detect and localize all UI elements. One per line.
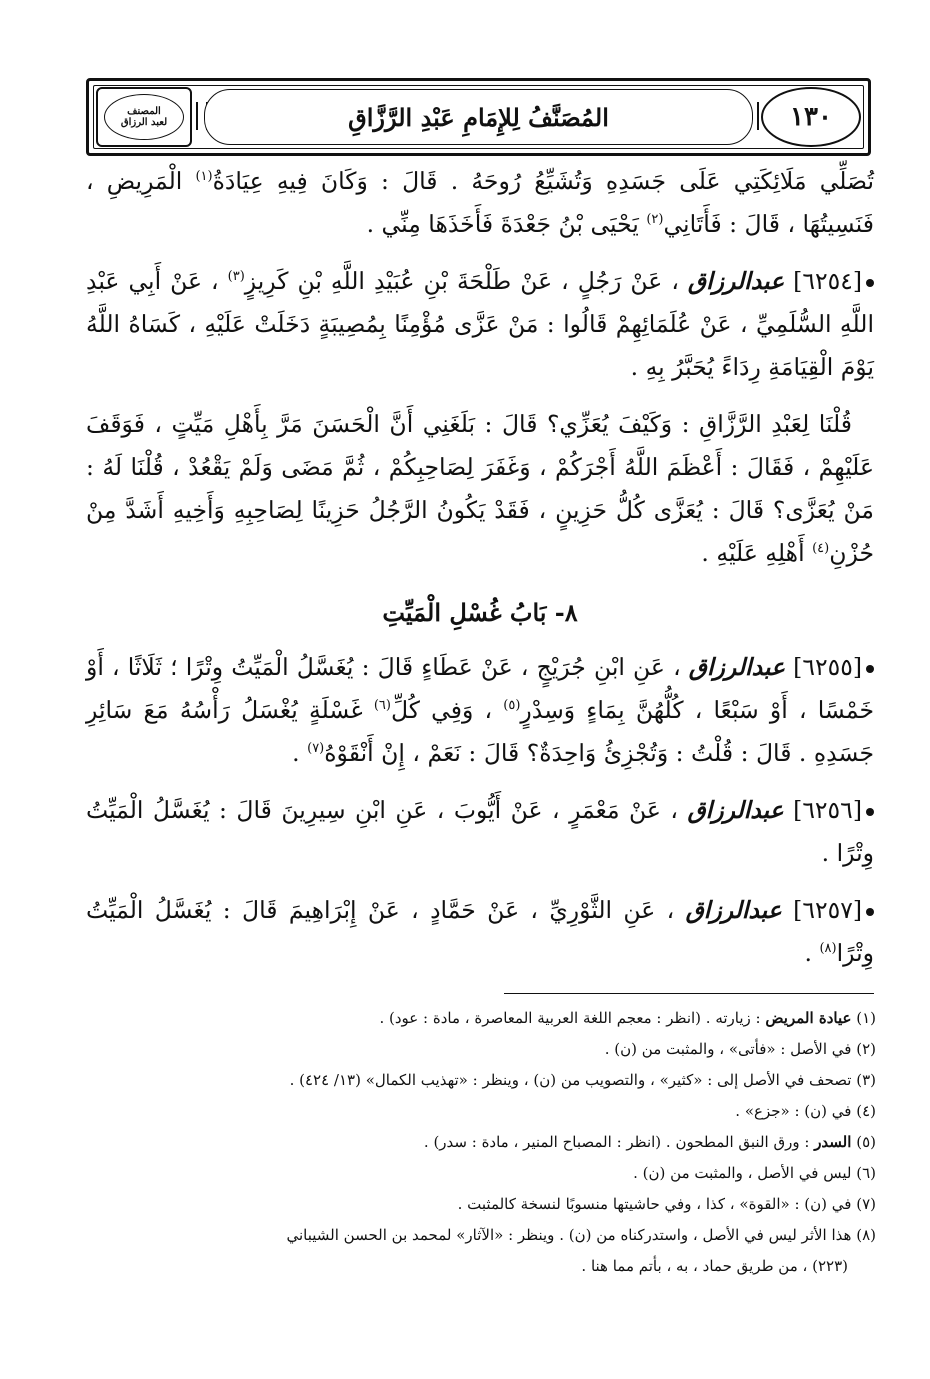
chapter-heading: ٨- بَابُ غُسْلِ الْمَيِّتِ bbox=[382, 598, 578, 627]
footnotes bbox=[82, 1003, 876, 1282]
footnote-8 bbox=[82, 1220, 876, 1251]
text-run: غَسْلَةٍ يُغْسَلُ رَأْسُهُ مَعَ سَائِرِ جَسَدِهِ . قَالَ : قُلْتُ : وَتُجْزِئُ وَاحِدَةٌ؟ قَالَ : نَعَمْ ، إِنْ أَنْقَوْهُ bbox=[86, 696, 874, 767]
footnote-text: في (ن) : «جزع» . bbox=[735, 1102, 857, 1120]
text-run: ، عَنِ الثَّوْرِيِّ ، عَنْ حَمَّادٍ ، عَنْ إِبْرَاهِيمَ قَالَ : يُغَسَّلُ الْمَيِّتُ وِتْرًا bbox=[86, 896, 874, 967]
text-run: ، عَنِ ابْنِ جُرَيْجٍ ، عَنْ عَطَاءٍ قَالَ : يُغَسَّلُ الْمَيِّتُ وِتْرًا ؛ ثَلَاثًا ، أَوْ خَمْسًا ، أَوْ سَبْعًا ، كُلُّهُنَّ بِمَاءٍ وَسِدْرٍ bbox=[86, 653, 874, 724]
footnote-text: تصحف في الأصل إلى : «كثير» ، والتصويب من (ن) ، وينظر : «تهذيب الكمال» (١٣/ ٤٢٤) . bbox=[289, 1071, 857, 1089]
footnote-number: (٢) bbox=[856, 1040, 876, 1058]
bullet-icon bbox=[866, 808, 874, 816]
bullet-icon bbox=[866, 665, 874, 673]
footnote-5 bbox=[82, 1127, 876, 1158]
bullet-icon bbox=[866, 279, 874, 287]
running-title: المُصَنَّفُ لِلإِمَامِ عَبْدِ الرَّزَّاقِ bbox=[348, 102, 609, 132]
hadith-6256 bbox=[86, 789, 874, 875]
footnote-text: هذا الأثر ليس في الأصل ، واستدركناه من (ن) . وينظر : «الآثار» لمحمد بن الحسن الشيباني bbox=[286, 1226, 857, 1244]
continued-paragraph bbox=[86, 160, 874, 246]
logo-text-line: لعبد الرزاق bbox=[120, 117, 168, 128]
text-run: قُلْنَا لِعَبْدِ الرَّزَّاقِ : وَكَيْفَ يُعَزِّي؟ قَالَ : بَلَغَنِي أَنَّ الْحَسَنَ مَرَّ بِأَهْلِ مَيِّتٍ ، فَوَقَفَ عَلَيْهِمْ ، فَقَالَ : أَعْظَمَ اللَّهُ أَجْرَكُمْ ، وَغَفَرَ لِصَاحِبِكُمْ ، ثُمَّ مَضَى وَلَمْ يَقْعُدْ ، قُلْنَا لَهُ : مَنْ يُعَزَّى؟ قَالَ : يُعَزَّى كُلُّ حَزِينٍ ، فَقَدْ يَكُونُ الرَّجُلُ حَزِينًا لِصَاحِبِهِ وَأَخِيهِ أَشَدَّ مِنْ حُزْنِ bbox=[86, 410, 874, 567]
footnote-ref[interactable]: (٣) bbox=[227, 269, 245, 285]
narrator-source: عبدالرزاق bbox=[687, 796, 784, 824]
footnote-number: (٣) bbox=[856, 1071, 876, 1089]
footnote-8-continuation: (٢٢٣) ، من طريق حماد ، به ، بأتم مما هنا . bbox=[581, 1257, 848, 1275]
footnote-4 bbox=[82, 1096, 876, 1127]
narrator-source: عبدالرزاق bbox=[687, 267, 785, 295]
text-run: ، وَفِي كُلِّ bbox=[390, 696, 504, 724]
book-logo-oval bbox=[104, 94, 184, 140]
footnote-1 bbox=[82, 1003, 876, 1034]
text-run: . bbox=[292, 739, 308, 767]
narrator-source: عبدالرزاق bbox=[685, 896, 782, 924]
footnote-ref[interactable]: (٢) bbox=[646, 212, 664, 228]
book-logo bbox=[96, 87, 192, 147]
running-header bbox=[86, 78, 871, 156]
footnote-number: (٤) bbox=[856, 1102, 876, 1120]
footnote-3 bbox=[82, 1065, 876, 1096]
hadith-6254 bbox=[86, 260, 874, 389]
text-run: ، عَنْ مَعْمَرٍ ، عَنْ أَيُّوبَ ، عَنِ ابْنِ سِيرِينَ قَالَ : يُغَسَّلُ الْمَيِّتُ وِتْرًا . bbox=[86, 796, 874, 867]
footnote-separator bbox=[504, 993, 874, 994]
page-number-medallion bbox=[761, 87, 861, 147]
title-cartouche bbox=[204, 89, 753, 145]
footnote-7 bbox=[82, 1189, 876, 1220]
narrator-source: عبدالرزاق bbox=[688, 653, 786, 681]
footnote-text: ليس في الأصل ، والمثبت من (ن) . bbox=[633, 1164, 857, 1182]
footnote-number: (١) bbox=[856, 1009, 876, 1027]
footnote-text: : ورق النبق المطحون . (انظر : المصباح المنير ، مادة : سدر) . bbox=[423, 1133, 815, 1151]
footnote-text: : زيارته . (انظر : معجم اللغة العربية المعاصرة ، مادة : عود) . bbox=[379, 1009, 766, 1027]
footnote-6 bbox=[82, 1158, 876, 1189]
footnote-ref[interactable]: (٦) bbox=[373, 698, 391, 714]
bullet-icon bbox=[866, 908, 874, 916]
footnote-number: (٧) bbox=[856, 1195, 876, 1213]
text-run: ، عَنْ أَبِي عَبْدِ اللَّهِ السُّلَمِيِّ ، عَنْ عُلَمَائِهِمْ قَالُوا : مَنْ عَزَّى مُؤْمِنًا بِمُصِيبَةٍ دَخَلَتْ عَلَيْهِ ، كَسَاهُ اللَّهُ يَوْمَ الْقِيَامَةِ رِدَاءً يُحَبَّرُ بِهِ . bbox=[86, 267, 874, 381]
hadith-number: [٦٢٥٤] bbox=[793, 267, 862, 295]
footnote-text: في الأصل : «فأتى» ، والمثبت من (ن) . bbox=[604, 1040, 857, 1058]
footnote-number: (٨) bbox=[856, 1226, 876, 1244]
text-run: تُصَلِّي مَلَائِكَتِي عَلَى جَسَدِهِ وَتُشَيِّعُ رُوحَهُ . قَالَ : وَكَانَ فِيهِ عِيَادَةُ bbox=[212, 167, 874, 195]
footnote-ref[interactable]: (٥) bbox=[503, 698, 521, 714]
footnote-term: السدر bbox=[814, 1133, 852, 1151]
footnote-number: (٥) bbox=[856, 1133, 876, 1151]
text-run: ، عَنْ رَجُلٍ ، عَنْ طَلْحَةَ بْنِ عُبَيْدِ اللَّهِ بْنِ كَرِيزٍ bbox=[244, 267, 688, 295]
footnote-2 bbox=[82, 1034, 876, 1065]
footnote-ref[interactable]: (١) bbox=[195, 169, 213, 185]
hadith-number: [٦٢٥٧] bbox=[793, 896, 862, 924]
main-text bbox=[86, 160, 874, 975]
hadith-6255 bbox=[86, 646, 874, 775]
footnote-term: عيادة المريض bbox=[765, 1009, 852, 1027]
text-run: يَحْيَى بْنُ جَعْدَةَ فَأَخَذَهَا مِنِّي . bbox=[366, 210, 647, 238]
footnote-ref[interactable]: (٧) bbox=[307, 741, 325, 757]
qulna-paragraph bbox=[86, 403, 874, 575]
footnote-ref[interactable]: (٨) bbox=[819, 941, 837, 957]
hadith-number: [٦٢٥٦] bbox=[793, 796, 862, 824]
text-run: أَهْلِهِ عَلَيْهِ . bbox=[701, 539, 813, 567]
text-run: الْمَرِيضِ ، فَنَسِيتُهَا ، قَالَ : فَأَتَانِي bbox=[86, 167, 874, 238]
footnote-ref[interactable]: (٤) bbox=[812, 541, 830, 557]
logo-text-line: المصنف bbox=[127, 106, 161, 117]
page-number: ١٣٠ bbox=[790, 102, 832, 132]
footnote-number: (٦) bbox=[856, 1164, 876, 1182]
hadith-number: [٦٢٥٥] bbox=[793, 653, 862, 681]
text-run: . bbox=[804, 939, 820, 967]
footnote-text: في (ن) : «القوة» ، كذا ، وفي حاشيتها منسوبًا لنسخة كالمثبت . bbox=[457, 1195, 857, 1213]
hadith-6257 bbox=[86, 889, 874, 975]
